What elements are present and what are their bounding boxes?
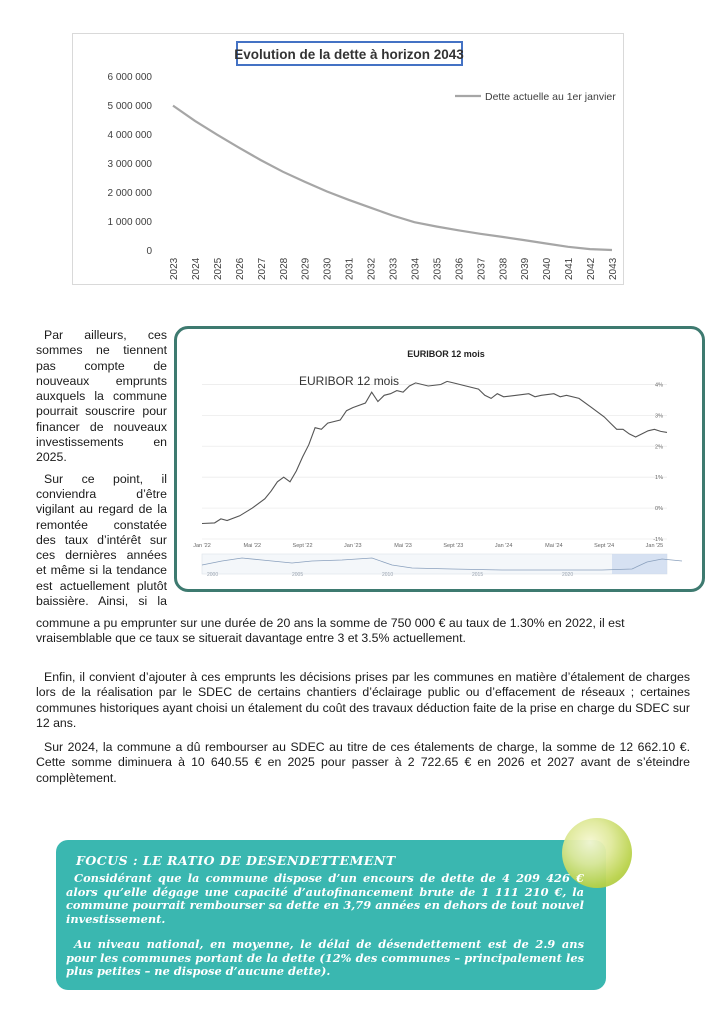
euribor-x-tick: Jan '25 [645, 543, 664, 549]
focus-paragraph-2: Au niveau national, en moyenne, le délai de désendettement est de 2.9 ans pour les communes portant de la dette (12% des communes – principalement les plus petites – ne dispose d’aucune dette). [66, 937, 584, 979]
y-tick-label: 0 [146, 246, 152, 257]
x-tick-label: 2029 [300, 257, 312, 280]
debt-chart-svg [73, 34, 625, 286]
legend-label: Dette actuelle au 1er janvier [485, 91, 616, 103]
x-tick-label: 2030 [322, 257, 334, 280]
series-line-dette [173, 106, 612, 250]
euribor-x-tick: Jan '24 [494, 543, 513, 549]
paragraph-par-ailleurs: Par ailleurs, ces sommes ne tiennent pas compte de nouveaux emprunts auxquels la commune pourrait souscrire pour financer de nouveaux investissements en 2025. [36, 328, 167, 465]
x-tick-label: 2038 [498, 257, 510, 280]
y-tick-label: 5 000 000 [107, 101, 152, 112]
x-tick-label: 2026 [234, 257, 246, 280]
paragraph-sur-2024: Sur 2024, la commune a dû rembourser au SDEC au titre de ces étalements de charge, la somme de 12 662.10 €. Cette somme diminuera à 10 640.55 € en 2025 pour passer à 2 722.65 € en 2026 et 2027 avant de s’éteindre complètement. [36, 740, 690, 785]
euribor-navigator-label: 2005 [292, 572, 304, 578]
y-tick-label: 1 000 000 [107, 217, 152, 228]
euribor-x-tick: Mai '23 [394, 543, 412, 549]
euribor-y-tick: 4% [655, 382, 663, 389]
euribor-x-tick: Mai '24 [545, 543, 563, 549]
euribor-y-tick: -1% [653, 537, 663, 543]
euribor-navigator-label: 2000 [207, 572, 219, 578]
x-tick-label: 2032 [366, 257, 378, 280]
x-tick-label: 2033 [388, 257, 400, 280]
x-tick-label: 2024 [190, 257, 202, 280]
debt-evolution-chart [72, 33, 624, 285]
x-tick-label: 2025 [212, 257, 224, 280]
x-tick-label: 2034 [410, 257, 422, 280]
y-tick-label: 2 000 000 [107, 188, 152, 199]
focus-paragraph-1: Considérant que la commune dispose d’un encours de dette de 4 209 426 € alors qu’elle dégage une capacité d’autofinancement brute de 1 111 210 €, la commune pourrait rembourser sa dette en 3,79 années en dehors de tout nouvel investissement. [66, 871, 584, 926]
euribor-y-tick: 0% [655, 506, 663, 513]
paragraph-continuation: commune a pu emprunter sur une durée de 20 ans la somme de 750 000 € au taux de 1.30% en 2022, il est vraisemblable que ce taux se situerait davantage entre 3 et 3.5% actuellement. [36, 616, 625, 646]
euribor-inner-label: EURIBOR 12 mois [299, 374, 400, 388]
x-tick-label: 2042 [586, 257, 598, 280]
x-tick-label: 2039 [520, 257, 532, 280]
paragraph-sur-ce-point: Sur ce point, il conviendra d’être vigilant au regard de la remontée constatée des taux d’intérêt sur ces dernières années et même si la tendance est actuellement plutôt baissière. Ainsi, si la [36, 471, 167, 609]
paragraph-enfin: Enfin, il convient d’ajouter à ces emprunts les décisions prises par les communes en matière d’étalement de charges lors de la réalisation par le SDEC de certains chantiers d’éclairage public ou d’effacement de réseaux ; certaines communes historiques ayant choisi un étalement du coût des travaux déduction faite de la prise en charge du SDEC sur 12 ans. [36, 670, 690, 730]
euribor-series-line [202, 381, 667, 523]
x-tick-label: 2041 [564, 257, 576, 280]
x-tick-label: 2035 [432, 257, 444, 280]
x-tick-label: 2023 [169, 257, 180, 280]
chart-title: Evolution de la dette à horizon 2043 [234, 47, 464, 62]
x-tick-label: 2037 [476, 257, 488, 280]
euribor-x-tick: Jan '22 [193, 543, 211, 549]
euribor-y-tick: 2% [655, 444, 663, 451]
x-tick-label: 2036 [454, 257, 466, 280]
euribor-chart-svg [177, 329, 702, 589]
euribor-chart-frame [174, 326, 705, 592]
euribor-navigator-selection [612, 554, 667, 574]
y-tick-label: 6 000 000 [107, 72, 152, 83]
focus-title: FOCUS : LE RATIO DE DESENDETTEMENT [76, 853, 396, 868]
x-tick-label: 2040 [542, 257, 554, 280]
y-tick-label: 3 000 000 [107, 159, 152, 170]
euribor-title: EURIBOR 12 mois [407, 349, 485, 359]
euribor-x-tick: Sept '23 [443, 543, 464, 549]
euribor-navigator-label: 2020 [562, 572, 574, 578]
euribor-navigator-label: 2015 [472, 572, 484, 578]
euribor-navigator-label: 2010 [382, 572, 394, 578]
x-tick-label: 2028 [278, 257, 290, 280]
euribor-y-tick: 1% [655, 475, 663, 482]
euribor-x-tick: Sept '24 [594, 543, 615, 549]
y-tick-label: 4 000 000 [107, 130, 152, 141]
left-column-text [36, 328, 167, 609]
x-tick-label: 2027 [256, 257, 268, 280]
euribor-x-tick: Mai '22 [243, 543, 262, 549]
euribor-y-tick: 3% [655, 413, 663, 420]
x-tick-label: 2031 [344, 257, 356, 280]
euribor-x-tick: Sept '22 [292, 543, 313, 549]
euribor-navigator [202, 554, 667, 574]
x-tick-label: 2043 [608, 257, 619, 280]
euribor-x-tick: Jan '23 [344, 543, 362, 549]
